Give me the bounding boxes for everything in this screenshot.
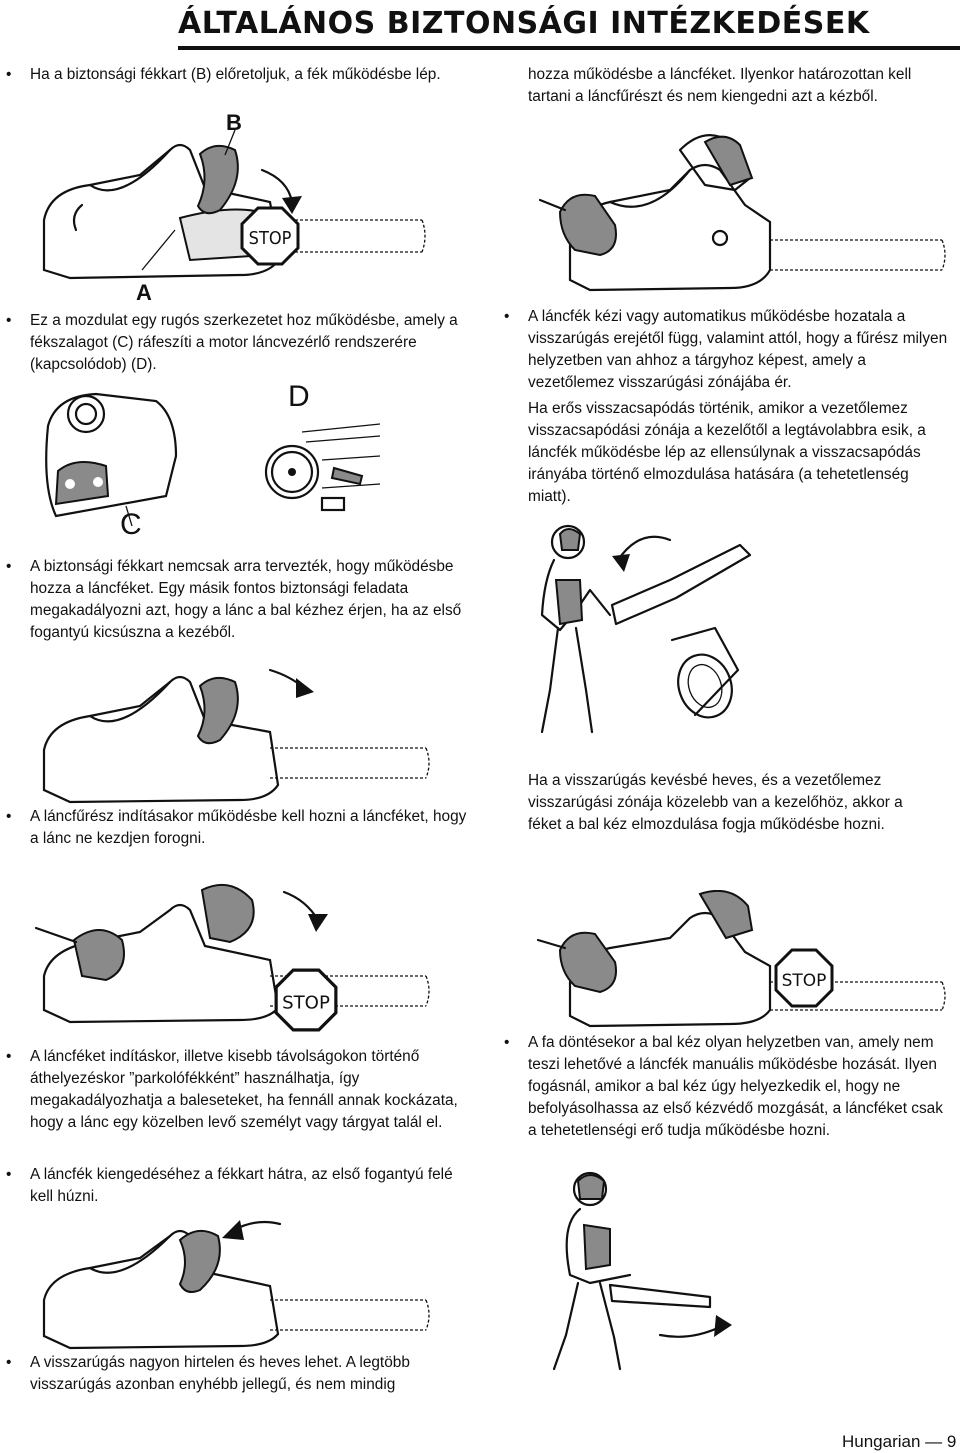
left-paragraph-6-text: A láncfék kiengedéséhez a fékkart hátra, az első fogantyú felé kell húzni. [30, 1166, 453, 1205]
chainsaw-brake-icon [30, 110, 430, 300]
right-paragraph-2-text: A láncfék kézi vagy automatikus működésbe hozatala a visszarúgás erejétől függ, valamint attól, hogy a fűrész milyen helyzetben van ahhoz a tárgyhoz képest, amely a vezetőlemez visszarúgási zónájába ér. [528, 308, 948, 391]
figure-brake-protect-hand [30, 660, 430, 810]
bullet: • [6, 312, 12, 329]
figure-brake-forward [30, 110, 430, 305]
figure-release-brake [30, 1200, 430, 1350]
page-footer: Hungarian — 9 [842, 1432, 957, 1451]
left-paragraph-2-text: Ez a mozdulat egy rugós szerkezetet hoz működésbe, amely a fékszalagot (C) ráfeszíti a motor láncvezérlő rendszerére (kapcsolódob) (D). [30, 312, 458, 373]
label-c: C [120, 508, 142, 541]
figure-operator-kickback [520, 520, 790, 740]
operator-kickback-icon [520, 520, 790, 740]
right-paragraph-2 [504, 306, 954, 394]
figure-operator-felling [540, 1165, 780, 1375]
stop-sign-icon [774, 948, 834, 1008]
right-paragraph-5-text: A fa döntésekor a bal kéz olyan helyzetben van, amely nem teszi lehetővé a láncfék manuális működésbe hozását. Ilyen fogásnál, amikor a bal kéz úgy helyezkedik el, hogy ne befolyásolhassa az első kézvédő mozgását, a láncféket csak a tehetetlenségi erő tudja működésbe hozni. [528, 1034, 943, 1139]
right-paragraph-4-text: Ha a visszarúgás kevésbé heves, és a vezetőlemez visszarúgási zónája közelebb van a kezelőhöz, akkor a féket a bal kéz elmozdulása fogja működésbe hozni. [528, 772, 903, 833]
label-a: A [136, 280, 152, 305]
page-title: ÁLTALÁNOS BIZTONSÁGI INTÉZKEDÉSEK [178, 6, 870, 41]
left-paragraph-5 [6, 1046, 470, 1134]
bullet: • [6, 66, 12, 83]
left-paragraph-3 [6, 556, 470, 644]
right-paragraph-4 [528, 770, 938, 836]
left-paragraph-7-text: A visszarúgás nagyon hirtelen és heves lehet. A legtöbb visszarúgás azonban enyhébb jellegű, és nem mindig [30, 1354, 410, 1393]
bullet: • [6, 1048, 12, 1065]
bullet: • [6, 808, 12, 825]
right-paragraph-3 [528, 398, 954, 508]
figure-hands-holding [530, 130, 950, 300]
chainsaw-brake-icon [30, 1200, 430, 1350]
left-paragraph-2 [6, 310, 470, 376]
left-paragraph-1 [6, 64, 470, 86]
hand-icon [30, 880, 430, 1030]
stop-label: STOP [282, 992, 330, 1014]
bullet: • [504, 1034, 510, 1051]
stop-label: STOP [781, 971, 827, 991]
stop-sign-icon [274, 968, 338, 1032]
left-paragraph-5-text: A láncféket indításkor, illetve kisebb távolságokon történő áthelyezéskor ”parkolófékként” használhatja, így megakadályozhatja a baleseteket, ha fennáll annak kockázata, hogy a lánc egy közelben levő személyt vagy tárgyat talál el. [30, 1048, 458, 1131]
left-paragraph-1-text: Ha a biztonsági fékkart (B) előretoljuk, a fék működésbe lép. [30, 66, 441, 83]
bullet: • [6, 1354, 12, 1371]
chainsaw-brake-icon [30, 660, 430, 810]
left-paragraph-4 [6, 806, 470, 850]
title-rule [178, 46, 960, 50]
label-b: B [226, 110, 242, 135]
bullet: • [6, 558, 12, 575]
operator-felling-icon [540, 1165, 780, 1375]
stop-label: STOP [248, 228, 292, 249]
figure-clutch-drum [262, 380, 382, 530]
bullet: • [504, 308, 510, 325]
left-paragraph-3-text: A biztonsági fékkart nemcsak arra tervezték, hogy működésbe hozza a láncféket. Egy másik fontos biztonsági feladata megakadályozni azt, hogy a lánc a bal kézhez érjen, ha az első fogantyú kicsúszna a kezéből. [30, 558, 462, 641]
hand-icon [530, 890, 950, 1030]
stop-sign-icon [240, 206, 300, 266]
figure-hand-inertia [530, 890, 950, 1030]
bullet: • [6, 1166, 12, 1183]
figure-parking-brake [30, 880, 430, 1030]
label-d: D [288, 380, 310, 413]
hand-icon [530, 130, 950, 300]
right-paragraph-1-text: hozza működésbe a láncféket. Ilyenkor határozottan kell tartani a láncfűrészt és nem kiengedni azt a kézből. [528, 66, 912, 105]
left-paragraph-7 [6, 1352, 470, 1396]
right-paragraph-5 [504, 1032, 954, 1142]
clutch-drum-icon [262, 380, 382, 530]
right-paragraph-1 [528, 64, 954, 108]
right-paragraph-3-text: Ha erős visszacsapódás történik, amikor a vezetőlemez visszacsapódási zónája a kezelőtől a legtávolabbra esik, a láncfék működésbe lép az ellensúlynak a visszacsapódás irányába történő elmozdulása hatására (a tehetetlenség miatt). [528, 400, 926, 505]
left-paragraph-4-text: A láncfűrész indításakor működésbe kell hozni a láncféket, hogy a lánc ne kezdjen forogni. [30, 808, 467, 847]
